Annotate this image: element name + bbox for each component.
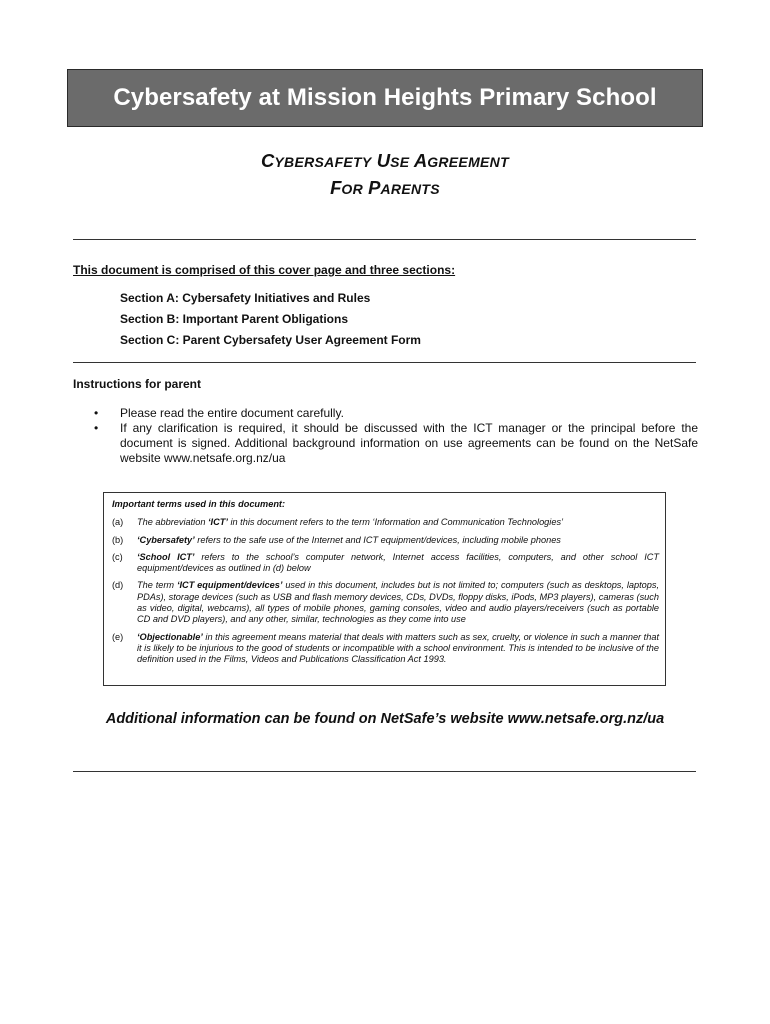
divider <box>73 362 696 363</box>
term-definition: refers to the safe use of the Internet and ICT equipment/devices, including mobile phones <box>194 534 561 545</box>
term-item <box>112 580 659 625</box>
term-name: ‘ICT’ <box>208 517 228 528</box>
section-item-b: Section B: Important Parent Obligations <box>120 312 349 326</box>
terms-heading: Important terms used in this document: <box>112 499 286 509</box>
term-name: ‘Objectionable’ <box>137 631 203 642</box>
additional-info: Additional information can be found on NetSafe’s website www.netsafe.org.nz/ua <box>105 711 665 727</box>
divider <box>73 771 696 772</box>
term-label: (a) <box>112 517 124 528</box>
title-letter: P <box>368 177 381 198</box>
school-title: Cybersafety at Mission Heights Primary School <box>113 84 657 111</box>
term-pre: The term <box>137 580 177 591</box>
term-text <box>137 552 659 575</box>
term-definition: used in this document, includes but is not limited to; computers (such as desktops, laptops, PDAs), storage devices (such as USB and flash memory devices, CDs, DVDs, floppy disks, iPods, MP3 players), cameras (such as video, digital, webcams), all types of mobile phones, gaming consoles, video and audio players/receivers (such as portable CD and DVD players), and any other, similar, technologies as they come into use <box>137 580 660 625</box>
term-text <box>137 535 659 546</box>
term-definition: in this document refers to the term ‘Information and Communication Technologies’ <box>227 517 564 528</box>
document-title-line-2 <box>0 175 770 202</box>
important-terms-box <box>103 492 666 686</box>
term-text <box>137 517 659 528</box>
instructions-heading: Instructions for parent <box>73 377 202 391</box>
term-item <box>112 517 659 528</box>
title-letter: F <box>330 177 342 198</box>
instructions-list <box>94 406 698 466</box>
list-item-text: Please read the entire document carefully. <box>120 406 344 420</box>
bullet-icon: • <box>94 406 99 420</box>
bullet-icon: • <box>94 421 99 435</box>
title-word: GREEMENT <box>427 154 509 170</box>
term-item <box>112 632 659 666</box>
term-name: ‘ICT equipment/devices’ <box>176 580 283 591</box>
term-definition: refers to the school’s computer network, Internet access facilities, computers, and other school ICT equipment/devices as outlined in (d) below <box>137 551 659 574</box>
section-item-a: Section A: Cybersafety Initiatives and Rules <box>120 291 371 305</box>
title-letter: U <box>376 150 391 171</box>
section-list <box>120 291 421 354</box>
term-pre: The abbreviation <box>137 517 208 528</box>
document-title-line-1 <box>0 148 770 175</box>
title-word: SE <box>390 154 410 170</box>
title-word: YBERSAFETY <box>274 154 372 170</box>
title-word: OR <box>341 181 364 197</box>
title-letter: C <box>261 150 275 171</box>
term-label: (d) <box>112 580 124 591</box>
term-definition: in this agreement means material that deals with matters such as sex, cruelty, or violence in such a manner that it is likely to be injurious to the good of students or incompatible with a school environment. This is intended to be inclusive of the definition used in the Films, Videos and Publications Classification Act 1993. <box>137 631 659 665</box>
term-label: (c) <box>112 551 123 562</box>
header-banner <box>67 69 703 127</box>
term-item <box>112 552 659 575</box>
term-label: (b) <box>112 534 124 545</box>
list-item <box>94 421 698 466</box>
intro-text: This document is comprised of this cover page and three sections: <box>73 263 456 277</box>
term-label: (e) <box>112 631 124 642</box>
term-name: ‘Cybersafety’ <box>137 534 195 545</box>
list-item-text: If any clarification is required, it should be discussed with the ICT manager or the principal before the document is signed. Additional background information on use agreements can be found on the NetSafe website www.netsafe.org.nz/ua <box>120 421 698 465</box>
term-text <box>137 632 659 666</box>
title-letter: A <box>413 150 428 171</box>
term-text <box>137 580 659 625</box>
section-item-c: Section C: Parent Cybersafety User Agreement Form <box>120 333 421 347</box>
divider <box>73 239 696 240</box>
title-word: ARENTS <box>380 181 440 197</box>
list-item <box>94 406 698 421</box>
term-name: ‘School ICT’ <box>137 551 195 562</box>
document-title <box>0 148 770 202</box>
term-item <box>112 535 659 546</box>
